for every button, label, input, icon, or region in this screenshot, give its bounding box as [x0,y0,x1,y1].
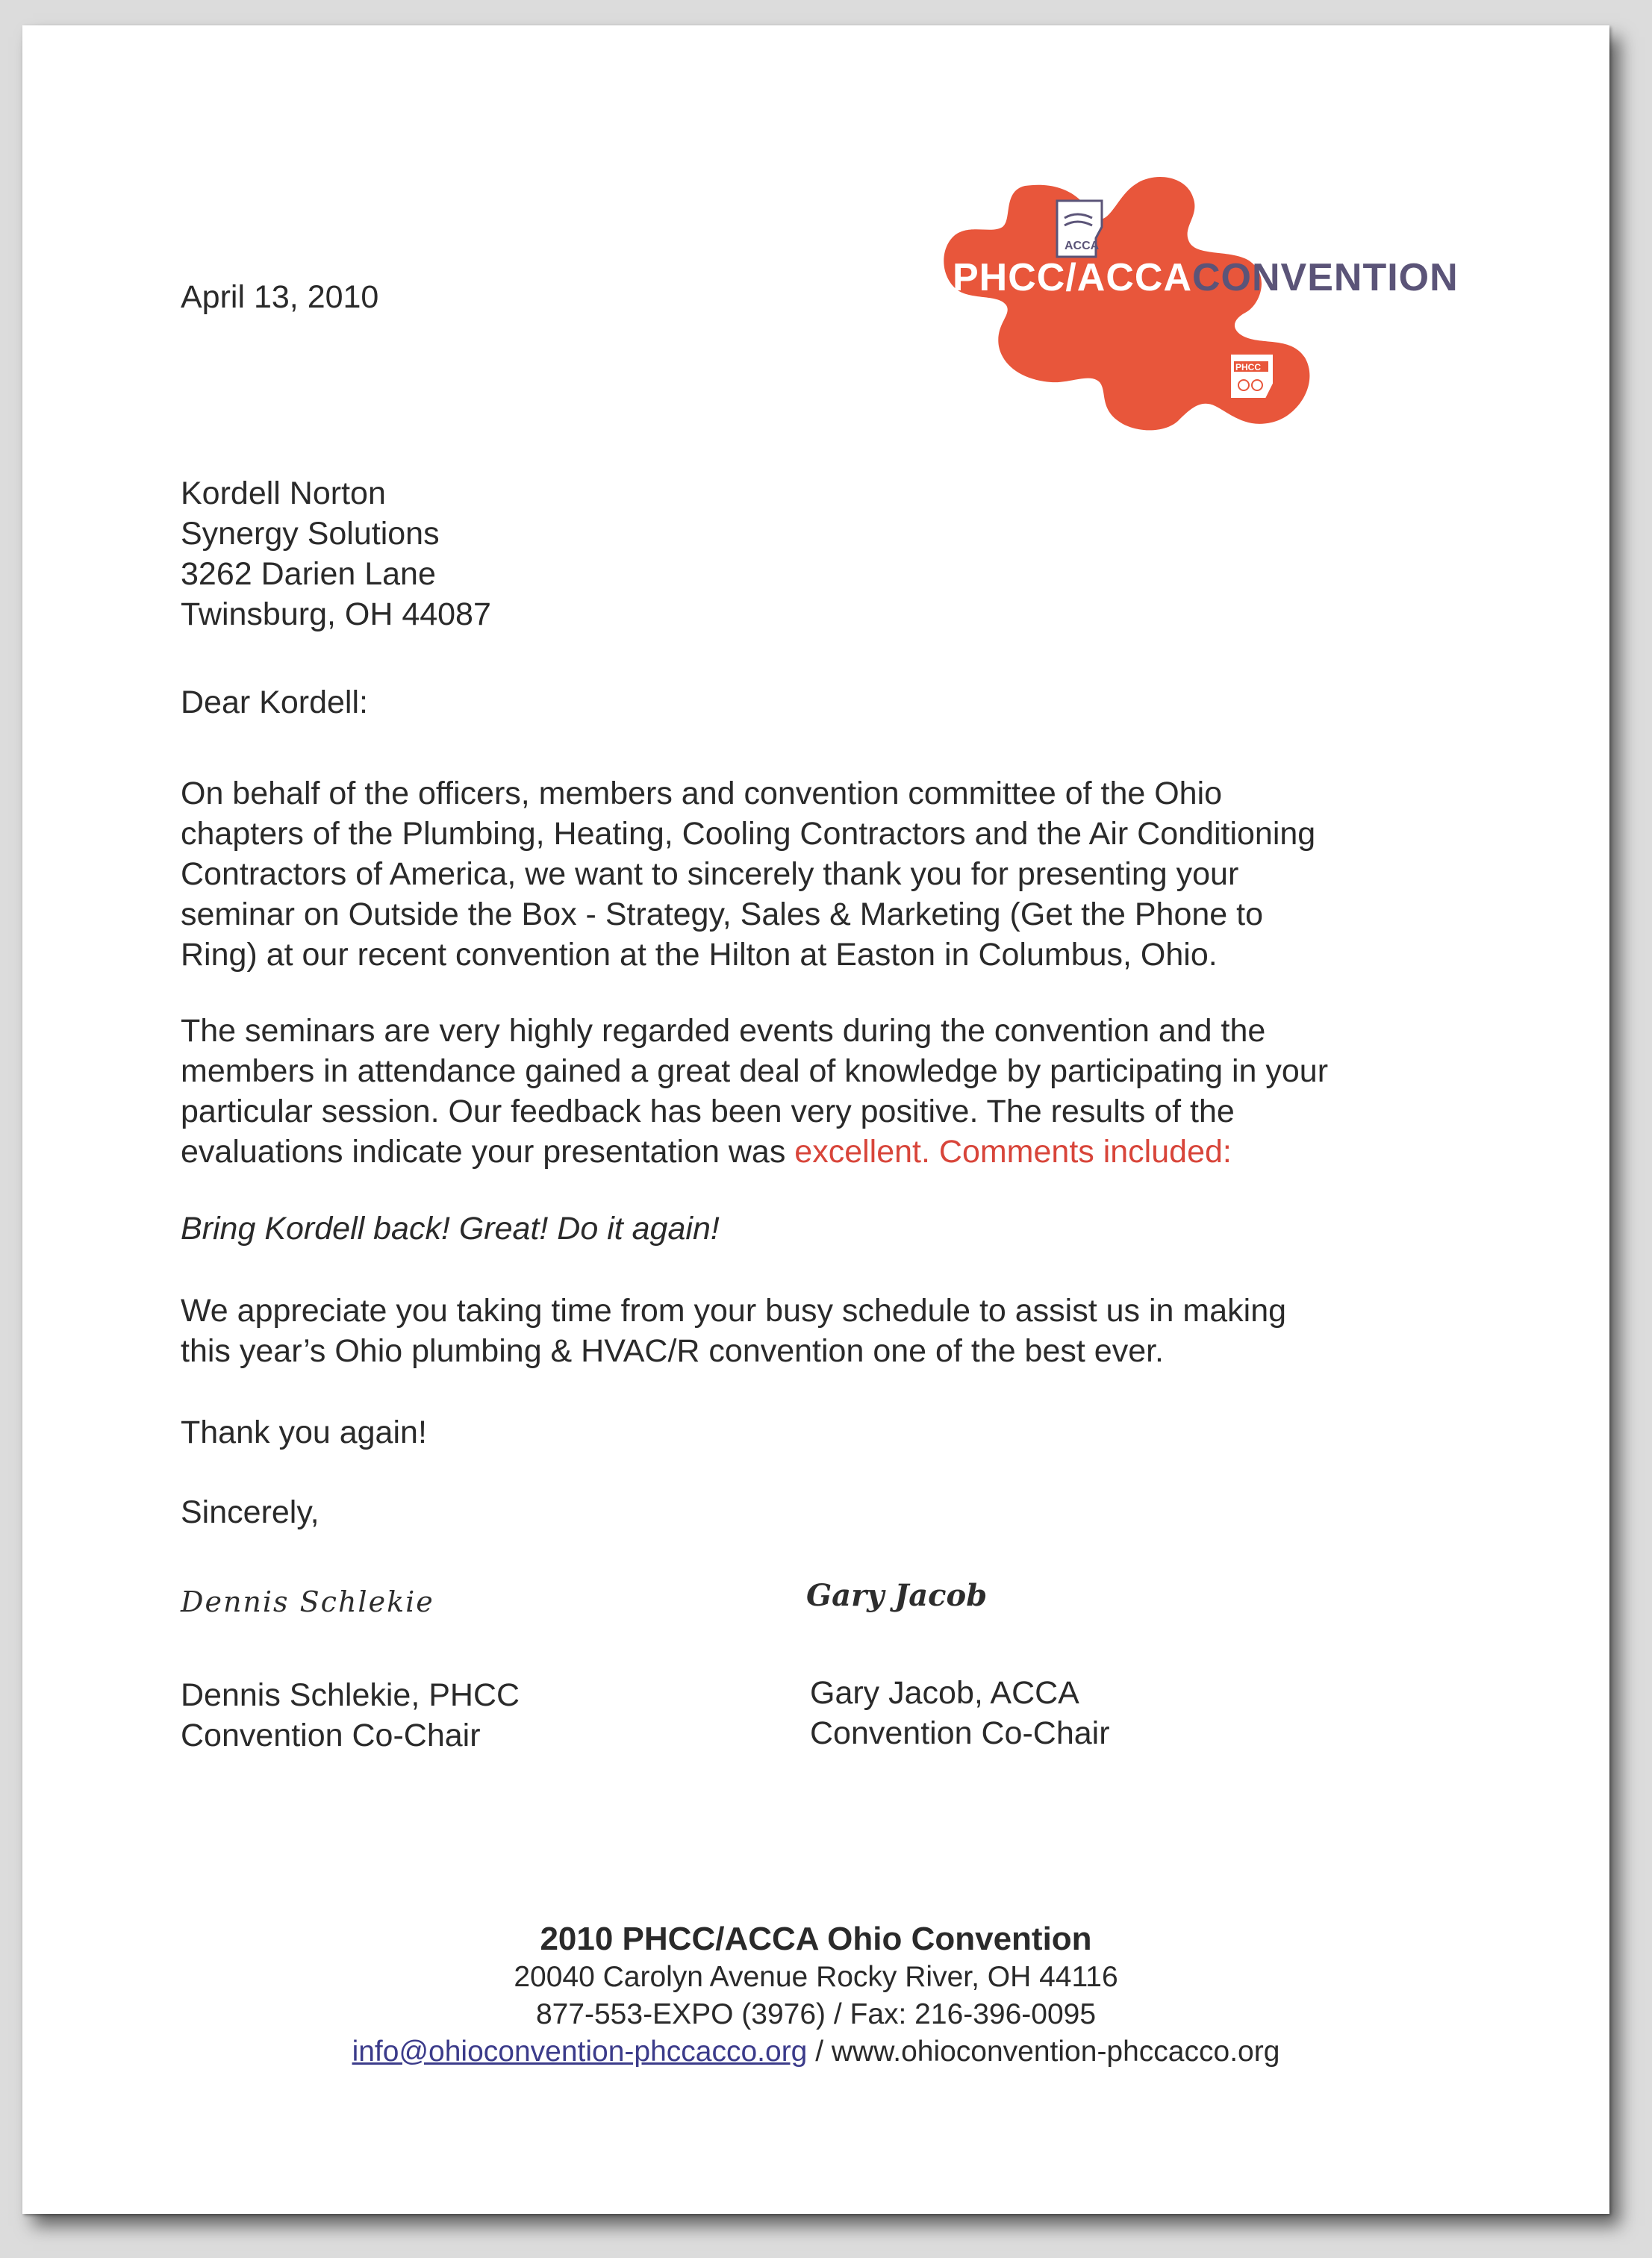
comments-quote: Bring Kordell back! Great! Do it again! [181,1211,720,1247]
recipient-city: Twinsburg, OH 44087 [181,596,491,632]
signer-block-dennis [181,1675,520,1756]
paragraph-line: this year’s Ohio plumbing & HVAC/R convention one of the best ever. [181,1333,1165,1369]
signer-name: Gary Jacob, ACCA [810,1675,1079,1711]
letter-date: April 13, 2010 [181,279,379,315]
paragraph-line: We appreciate you taking time from your busy schedule to assist us in making [181,1293,1287,1329]
paragraph-line: particular session. Our feedback has been very positive. The results of the [181,1094,1235,1129]
paragraph-line: The seminars are very highly regarded events during the convention and the [181,1013,1266,1049]
paragraph-line: On behalf of the officers, members and convention committee of the Ohio [181,776,1223,811]
signer-title: Convention Co-Chair [181,1718,481,1753]
phcc-badge-icon [1230,354,1274,399]
letter-page [22,25,1609,2214]
signature-dennis: Dennis Schlekie [181,1585,434,1618]
svg-text:PHCC: PHCC [1235,362,1262,372]
signer-title: Convention Co-Chair [810,1715,1110,1751]
footer-phone: 877-553-EXPO (3976) / Fax: 216-396-0095 [535,1998,1097,2030]
logo-wordmark: PHCC/ACCACONVENTION [953,256,1459,299]
paragraph-line: Ring) at our recent convention at the Hilton at Easton in Columbus, Ohio. [181,937,1218,973]
paragraph-feedback [181,1011,1509,1172]
salutation: Dear Kordell: [181,684,368,720]
paragraph-line: chapters of the Plumbing, Heating, Cooling Contractors and the Air Conditioning [181,816,1316,852]
signer-block-gary [810,1673,1110,1753]
paragraph-appreciation [181,1291,1509,1371]
recipient-name: Kordell Norton [181,475,386,511]
footer-title: 2010 PHCC/ACCA Ohio Convention [540,1921,1092,1957]
thank-you-line: Thank you again! [181,1415,427,1450]
paragraph-intro [181,773,1509,975]
highlight-excellent: excellent. Comments included: [794,1134,1232,1170]
paragraph-line: members in attendance gained a great deal of knowledge by participating in your [181,1053,1329,1089]
footer-separator: / [807,2036,832,2068]
recipient-address [181,473,491,634]
svg-text:ACCA: ACCA [1065,240,1100,252]
paragraph-line: seminar on Outside the Box - Strategy, Sales & Marketing (Get the Phone to [181,896,1263,932]
footer-address: 20040 Carolyn Avenue Rocky River, OH 44116 [514,1961,1118,1993]
recipient-street: 3262 Darien Lane [181,556,436,592]
email-link[interactable]: info@ohioconvention-phccacco.org [352,2036,808,2068]
footer-contact [22,2033,1609,2071]
signature-gary: Gary Jacob [806,1578,988,1613]
recipient-company: Synergy Solutions [181,516,440,552]
paragraph-line: Contractors of America, we want to sincerely thank you for presenting your [181,856,1239,892]
closing: Sincerely, [181,1494,320,1530]
paragraph-line: evaluations indicate your presentation was excellent. Comments included: [181,1134,1232,1170]
letterhead-footer [22,1920,1609,2071]
signer-name: Dennis Schlekie, PHCC [181,1677,520,1713]
website-text: www.ohioconvention-phccacco.org [831,2036,1280,2068]
